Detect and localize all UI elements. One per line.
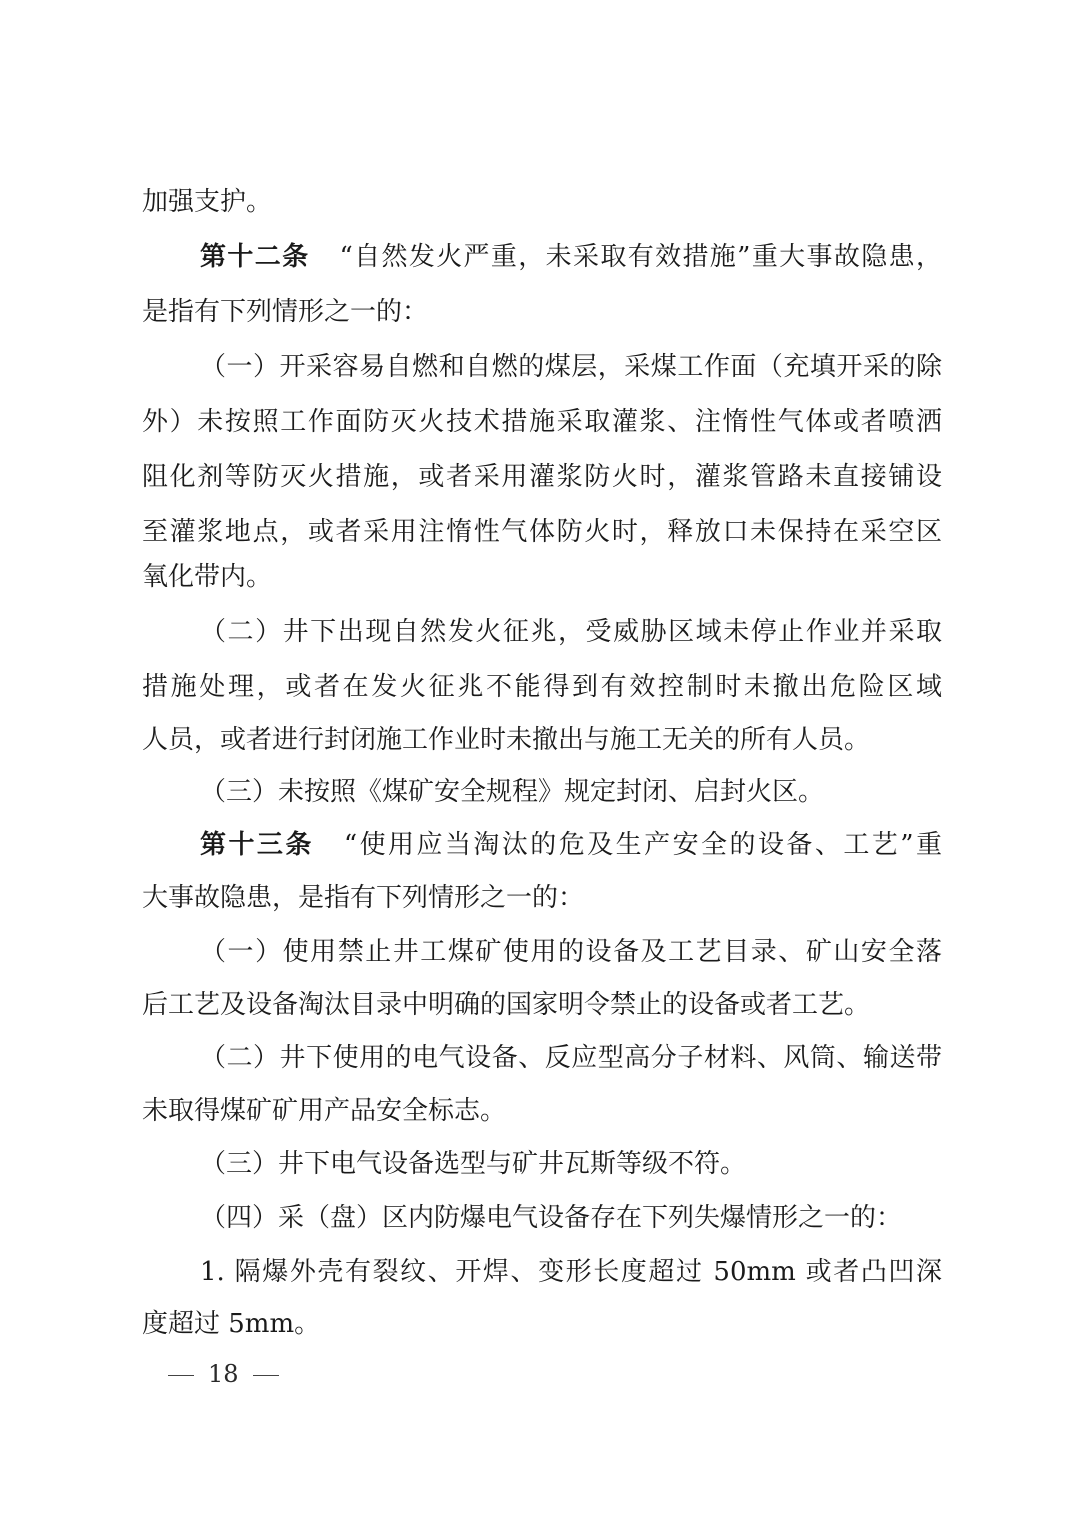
article-13-line [200,825,942,865]
text-line: 措施处理，或者在发火征兆不能得到有效控制时未撤出危险区域 [142,672,942,702]
text-line: 大事故隐患，是指有下列情形之一的： [142,883,585,913]
text-line: （二）井下使用的电气设备、反应型高分子材料、风筒、输送带 [200,1043,942,1073]
footer-dash-right [253,1375,279,1376]
article-12-line [200,237,942,277]
text-line: 人员，或者进行封闭施工作业时未撤出与施工无关的所有人员。 [142,725,871,755]
text-line: （一）使用禁止井工煤矿使用的设备及工艺目录、矿山安全落 [200,937,942,967]
text-line: 阻化剂等防灭火措施，或者采用灌浆防火时，灌浆管路未直接铺设 [142,462,942,492]
article-12-heading: 第十二条 [200,242,310,272]
text-line: 是指有下列情形之一的： [142,297,429,327]
text-line: （二）井下出现自然发火征兆，受威胁区域未停止作业并采取 [200,617,942,647]
page-footer [168,1356,279,1392]
text-line: 未取得煤矿矿用产品安全标志。 [142,1096,507,1126]
text-line: （三）井下电气设备选型与矿井瓦斯等级不符。 [200,1149,747,1179]
text-line: （四）采（盘）区内防爆电气设备存在下列失爆情形之一的： [200,1203,903,1233]
article-13-title: “使用应当淘汰的危及生产安全的设备、工艺”重 [343,830,942,860]
article-13-heading: 第十三条 [200,830,314,860]
text-line: 加强支护。 [142,187,273,217]
text-line: 1. 隔爆外壳有裂纹、开焊、变形长度超过 50mm 或者凸凹深 [200,1257,942,1287]
text-line: 氧化带内。 [142,562,273,592]
page-number: 18 [208,1360,239,1388]
text-line: 后工艺及设备淘汰目录中明确的国家明令禁止的设备或者工艺。 [142,990,871,1020]
text-line: 至灌浆地点，或者采用注惰性气体防火时，释放口未保持在采空区 [142,517,942,547]
text-line: 外）未按照工作面防灭火技术措施采取灌浆、注惰性气体或者喷洒 [142,407,942,437]
footer-dash-left [168,1375,194,1376]
text-line: 度超过 5mm。 [142,1309,321,1339]
text-line: （三）未按照《煤矿安全规程》规定封闭、启封火区。 [200,777,825,807]
article-12-title: “自然发火严重，未采取有效措施”重大事故隐患， [339,242,942,272]
text-line: （一）开采容易自燃和自燃的煤层，采煤工作面（充填开采的除 [200,352,942,382]
